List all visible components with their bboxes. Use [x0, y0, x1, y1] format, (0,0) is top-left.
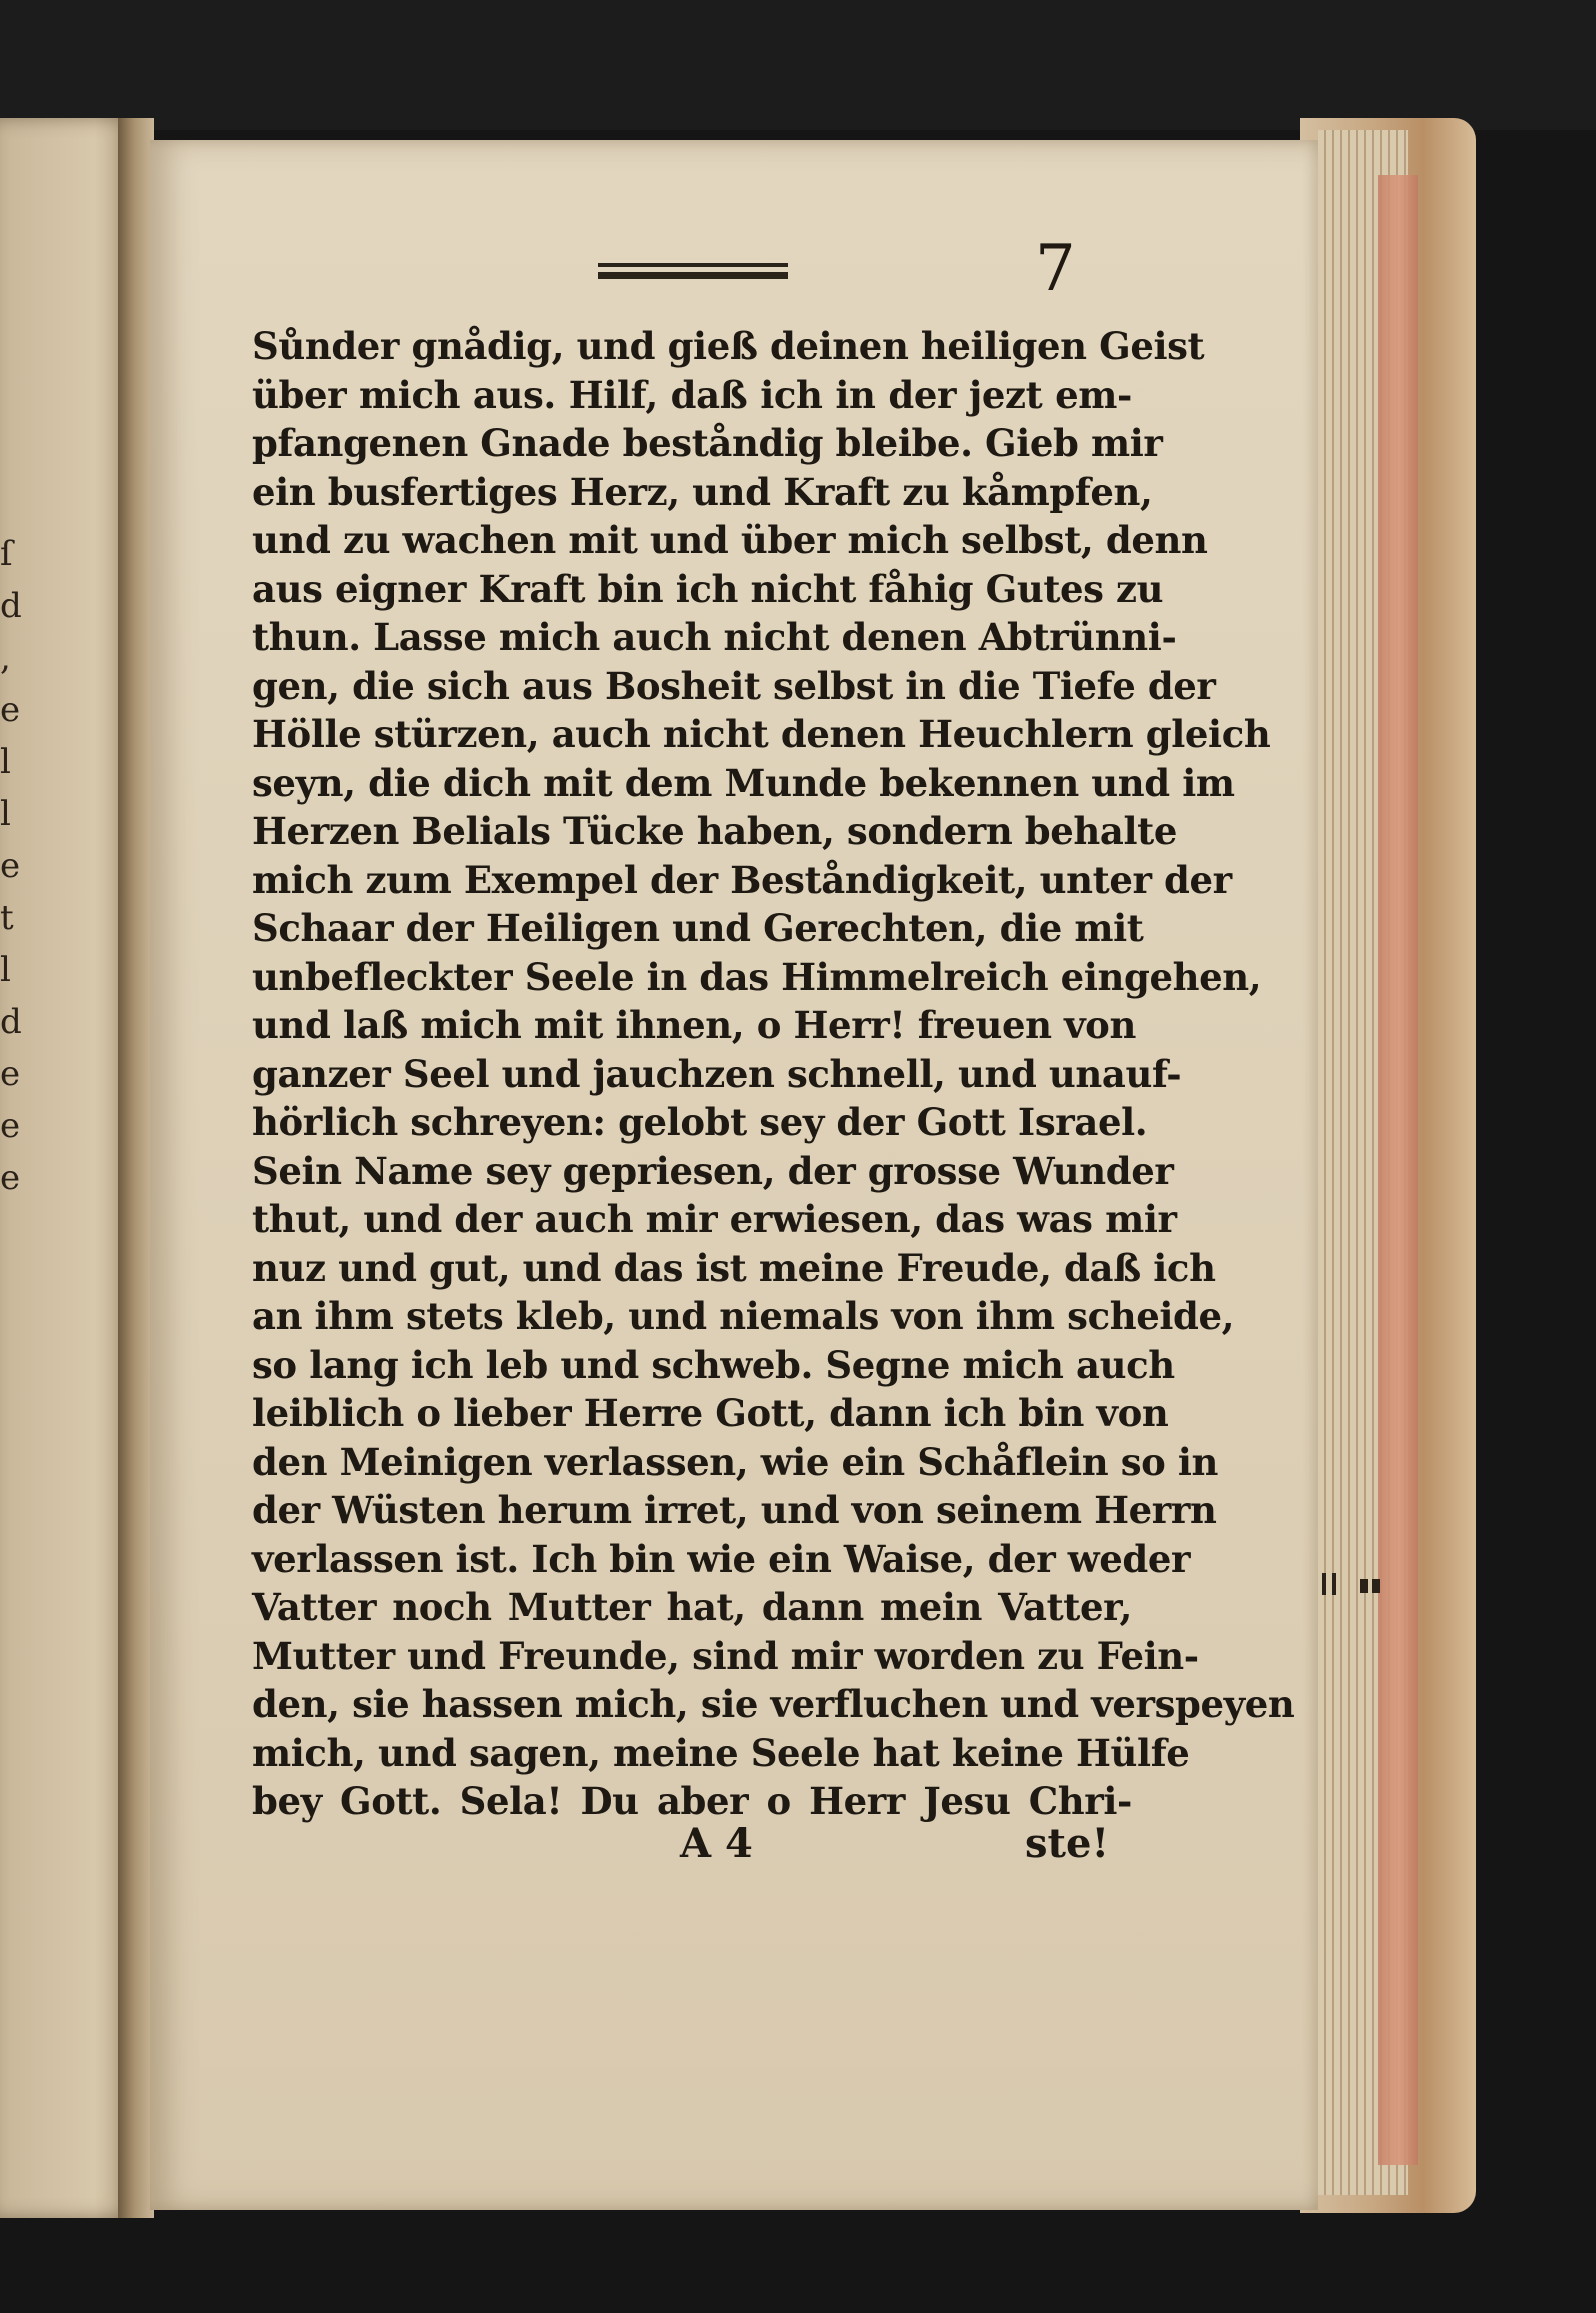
header-rule-line [598, 263, 788, 267]
text-line: Vatter noch Mutter hat, dann mein Vatter, [252, 1585, 1132, 1629]
text-line: Sein Name sey gepriesen, der grosse Wunder [252, 1148, 1174, 1193]
left-margin-mark: l [0, 794, 11, 834]
text-line: mich, und sagen, meine Seele hat keine Hülfe [252, 1730, 1190, 1775]
text-line: mich zum Exempel der Beståndigkeit, unter der [252, 857, 1232, 902]
text-line: gen, die sich aus Bosheit selbst in die Tiefe der [252, 663, 1216, 708]
left-margin-mark: e [0, 690, 21, 730]
text-line: Mutter und Freunde, sind mir worden zu Fein- [252, 1633, 1199, 1678]
left-margin-mark: , [0, 638, 11, 678]
left-margin-mark: e [0, 846, 21, 886]
catchword: ste! [1025, 1820, 1110, 1867]
left-margin-mark: l [0, 950, 11, 990]
text-line: seyn, die dich mit dem Munde bekennen und im [252, 760, 1235, 805]
left-margin-mark: l [0, 742, 11, 782]
dark-background [0, 0, 1596, 130]
text-line: hörlich schreyen: gelobt sey der Gott Israel. [252, 1100, 1148, 1144]
header-rule-ornament [598, 263, 788, 284]
left-page-margin-marks [0, 528, 20, 1204]
edge-ink-marks [1320, 1565, 1380, 1613]
signature-mark: A 4 [680, 1820, 753, 1867]
book-gutter [118, 118, 154, 2218]
text-line: pfangenen Gnade beståndig bleibe. Gieb mir [252, 421, 1163, 465]
text-line: Sůnder gnådig, und gieß deinen heiligen Geist [252, 324, 1205, 368]
text-line: der Wüsten herum irret, und von seinem Herrn [252, 1488, 1217, 1532]
header-rule-line [598, 272, 788, 279]
text-line: und zu wachen mit und über mich selbst, denn [252, 518, 1208, 562]
text-line: unbefleckter Seele in das Himmelreich eingehen, [252, 954, 1262, 999]
page-number: 7 [1035, 232, 1076, 306]
text-line: Herzen Belials Tücke haben, sondern behalte [252, 809, 1177, 853]
red-sprinkled-edge [1378, 175, 1418, 2165]
left-margin-mark: e [0, 1158, 21, 1198]
left-page [0, 118, 135, 2218]
left-margin-mark: e [0, 1054, 21, 1094]
text-line: den, sie hassen mich, sie verfluchen und verspeyen [252, 1682, 1295, 1726]
left-margin-mark: d [0, 586, 22, 626]
body-text [252, 322, 1295, 1826]
text-line: ganzer Seel und jauchzen schnell, und unauf- [252, 1051, 1182, 1096]
text-line: ein busfertiges Herz, und Kraft zu kåmpfen, [252, 469, 1153, 514]
left-margin-mark: e [0, 1106, 21, 1146]
text-line: thun. Lasse mich auch nicht denen Abtrünni- [252, 615, 1177, 659]
text-line: verlassen ist. Ich bin wie ein Waise, der weder [252, 1536, 1191, 1581]
text-line: an ihm stets kleb, und niemals von ihm scheide, [252, 1294, 1235, 1338]
edge-marks-icon [1320, 1565, 1380, 1605]
text-line: nuz und gut, und das ist meine Freude, daß ich [252, 1245, 1216, 1290]
text-line: thut, und der auch mir erwiesen, das was mir [252, 1197, 1177, 1241]
text-line: und laß mich mit ihnen, o Herr! freuen von [252, 1003, 1136, 1047]
left-margin-mark: d [0, 1002, 22, 1042]
text-line: über mich aus. Hilf, daß ich in der jezt em- [252, 372, 1132, 417]
text-line: aus eigner Kraft bin ich nicht fåhig Gutes zu [252, 566, 1164, 611]
text-line: so lang ich leb und schweb. Segne mich auch [252, 1342, 1175, 1387]
text-line: Schaar der Heiligen und Gerechten, die mit [252, 906, 1144, 950]
text-line: bey Gott. Sela! Du aber o Herr Jesu Chri- [252, 1779, 1132, 1823]
left-margin-mark: t [0, 898, 14, 938]
text-line: Hölle stürzen, auch nicht denen Heuchlern gleich [252, 712, 1271, 756]
left-margin-mark: ſ [0, 534, 13, 574]
text-line: leiblich o lieber Herre Gott, dann ich bin von [252, 1391, 1169, 1435]
right-page [150, 140, 1318, 2210]
text-line: den Meinigen verlassen, wie ein Schåflein so in [252, 1439, 1219, 1484]
